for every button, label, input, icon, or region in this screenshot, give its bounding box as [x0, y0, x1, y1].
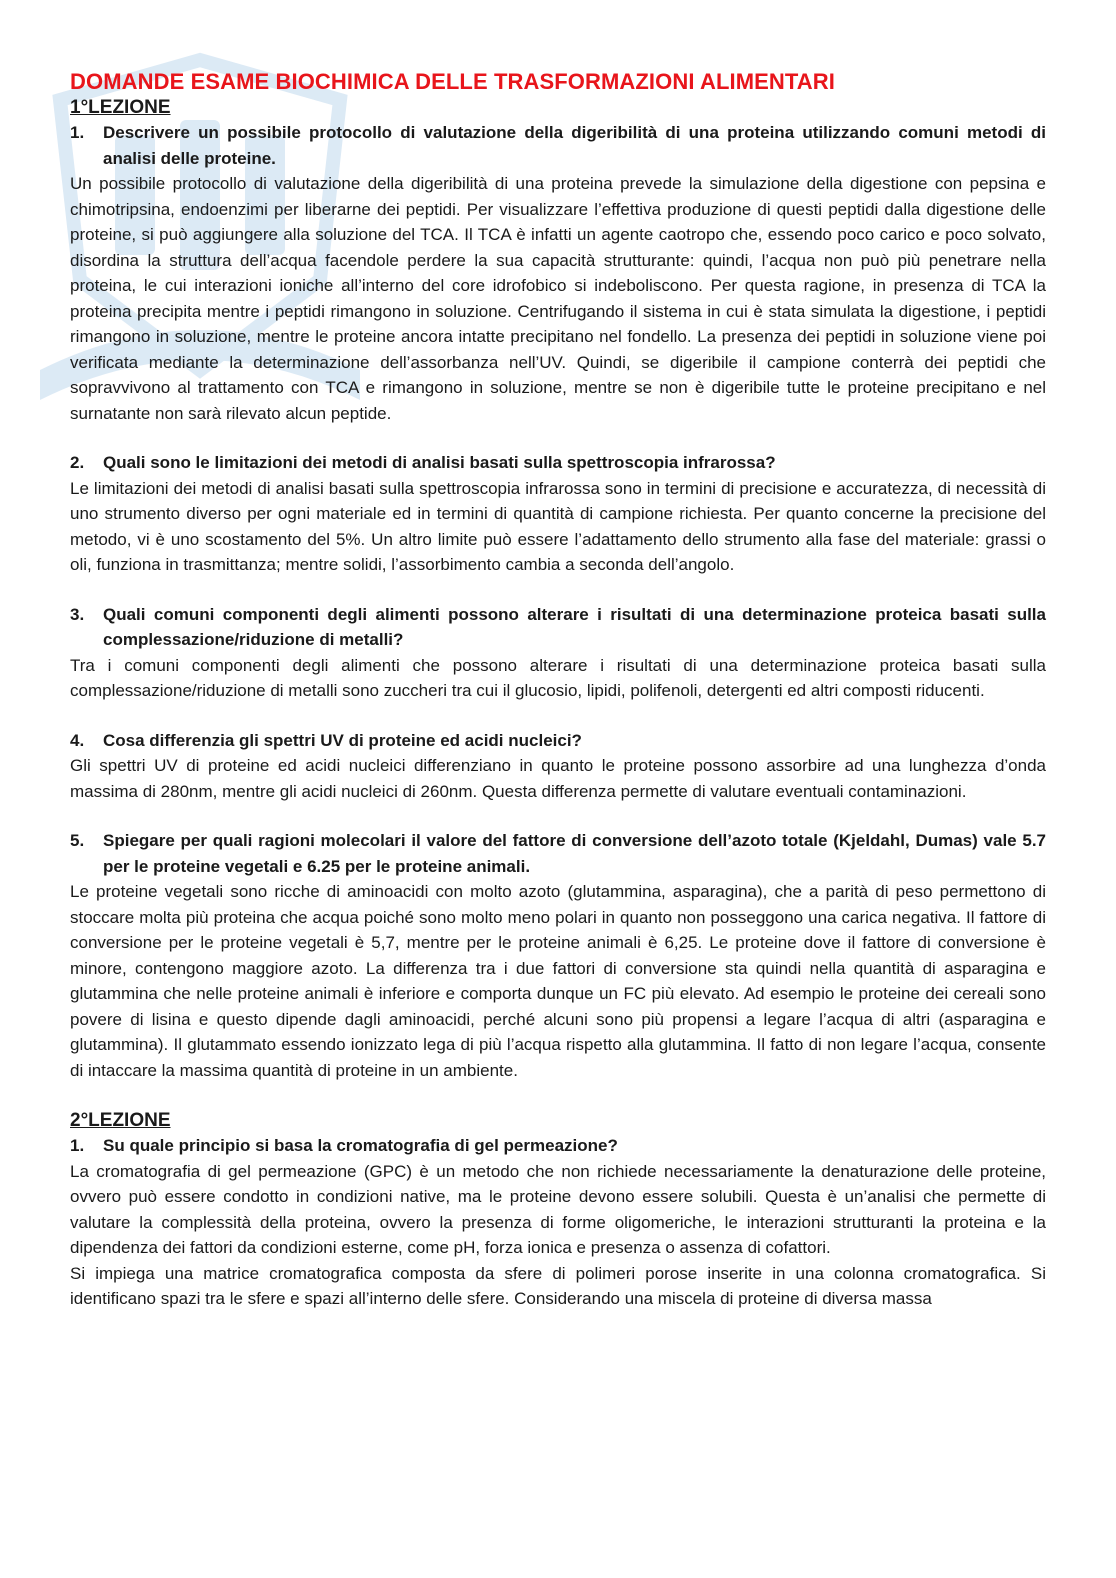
question-text: Su quale principio si basa la cromatografia di gel permeazione?: [103, 1136, 618, 1155]
answer-1-4: Gli spettri UV di proteine ed acidi nucleici differenziano in quanto le proteine possono assorbire ad una lunghezza d’onda massima di 280nm, mentre gli acidi nucleici di 260nm. Questa differenza permette di valutare eventuali contaminazioni.: [70, 756, 1046, 801]
lesson-heading-2: 2°LEZIONE: [70, 1110, 171, 1131]
question-1-5: [70, 828, 1046, 879]
question-1-2: [70, 450, 1046, 476]
question-text: Cosa differenzia gli spettri UV di proteine ed acidi nucleici?: [103, 730, 582, 750]
question-1-1: [70, 120, 1046, 171]
question-number: 3.: [70, 604, 85, 624]
question-number: 2.: [70, 453, 85, 472]
answer-1-3: Tra i comuni componenti degli alimenti che possono alterare i risultati di una determinazione proteica basati sulla complessazione/riduzione di metalli sono zuccheri tra cui il glucosio, lipidi, polifenoli, detergenti ed altri composti riducenti.: [70, 655, 1046, 700]
answer-2-1-continued: Si impiega una matrice cromatografica composta da sfere di polimeri porose inserite in una colonna cromatografica. Si identificano spazi tra le sfere e spazi all’interno delle sfere. Considerando una miscela di proteine di diversa massa: [70, 1263, 1046, 1308]
question-1-3: [70, 602, 1046, 653]
question-text: Descrivere un possibile protocollo di valutazione della digeribilità di una proteina utilizzando comuni metodi di analisi delle proteine.: [103, 123, 1046, 168]
lesson-heading-1: 1°LEZIONE: [70, 97, 171, 118]
answer-2-1: La cromatografia di gel permeazione (GPC) è un metodo che non richiede necessariamente la denaturazione delle proteine, ovvero può essere condotto in condizioni native, ma le proteine devono essere solubili. Questa è un’analisi che permette di valutare la complessità della proteina, ovvero la presenza di forme oligomeriche, le interazioni strutturanti la proteina e la dipendenza dei fattori da condizioni esterne, come pH, forza ionica e presenza o assenza di cofattori.: [70, 1161, 1046, 1257]
question-2-1: [70, 1133, 1046, 1159]
question-number: 5.: [70, 831, 85, 850]
question-number: 4.: [70, 730, 85, 750]
question-1-4: [70, 728, 1046, 754]
answer-1-1: Un possibile protocollo di valutazione della digeribilità di una proteina prevede la simulazione della digestione con pepsina e chimotripsina, endoenzimi per liberarne dei peptidi. Per visualizzare l’effettiva produzione di questi peptidi dalla digestione delle proteine, si può aggiungere alla soluzione del TCA. Il TCA è infatti un agente caotropo che, essendo poco carico e poco solvato, disordina la struttura dell’acqua facendole perdere la sua capacità strutturante: quindi, l’acqua non può più penetrare nella proteina, le cui interazioni ioniche all’interno del core idrofobico si indeboliscono. Per questa ragione, in presenza di TCA la proteina precipita mentre i peptidi rimangono in soluzione. Centrifugando il sistema in cui è stata simulata la digestione, i peptidi rimangono in soluzione, mentre le proteine ancora intatte precipitano nel fondello. La presenza dei peptidi in soluzione viene poi verificata mediante la determinazione dell’assorbanza nell’UV. Quindi, se digeribile il campione conterrà dei peptidi che sopravvivono al trattamento con TCA e rimangono in soluzione, mentre se non è digeribile tutte le proteine precipitano e nel surnatante non sarà rilevato alcun peptide.: [70, 174, 1046, 423]
answer-1-2: Le limitazioni dei metodi di analisi basati sulla spettroscopia infrarossa sono in termini di precisione e accuratezza, di necessità di uno strumento diverso per ogni materiale ed in termini di quantità di campione richiesta. Per quanto concerne la precisione del metodo, vi è uno scostamento del 5%. Un altro limite può essere l’adattamento dello strumento alla fase del materiale: grassi o oli, funziona in trasmittanza; mentre solidi, l’assorbimento cambia a seconda dell’angolo.: [70, 478, 1046, 574]
question-text: Quali sono le limitazioni dei metodi di analisi basati sulla spettroscopia infrarossa?: [103, 453, 776, 472]
question-number: 1.: [70, 1136, 85, 1155]
answer-1-5: Le proteine vegetali sono ricche di aminoacidi con molto azoto (glutammina, asparagina), che a parità di peso permettono di stoccare molta più proteina che acqua poiché sono molto meno polari in quanto non posseggono una carica negativa. Il fattore di conversione per le proteine vegetali è 5,7, mentre per le proteine animali è 6,25. Le proteine dove il fattore di conversione è minore, contengono maggiore azoto. La differenza tra i due fattori di conversione sta quindi nella quantità di asparagina e glutammina che nelle proteine animali è inferiore e comporta dunque un FC più elevato. Ad esempio le proteine dei cereali sono povere di lisina e questo dipende dagli aminoacidi, perché alcuni sono più propensi a legare l’acqua di altri (asparagina e glutammina). Il glutammato essendo ionizzato lega di più l’acqua rispetto alla glutammina. Il fatto di non legare l’acqua, consente di intaccare la massima quantità di proteine in un ambiente.: [70, 882, 1046, 1080]
question-number: 1.: [70, 123, 85, 142]
document-page: [70, 68, 1046, 1312]
document-title: DOMANDE ESAME BIOCHIMICA DELLE TRASFORMAZIONI ALIMENTARI: [70, 69, 835, 94]
question-text: Quali comuni componenti degli alimenti possono alterare i risultati di una determinazione proteica basati sulla complessazione/riduzione di metalli?: [103, 604, 1046, 649]
question-text: Spiegare per quali ragioni molecolari il valore del fattore di conversione dell’azoto totale (Kjeldahl, Dumas) vale 5.7 per le proteine vegetali e 6.25 per le proteine animali.: [103, 831, 1046, 876]
